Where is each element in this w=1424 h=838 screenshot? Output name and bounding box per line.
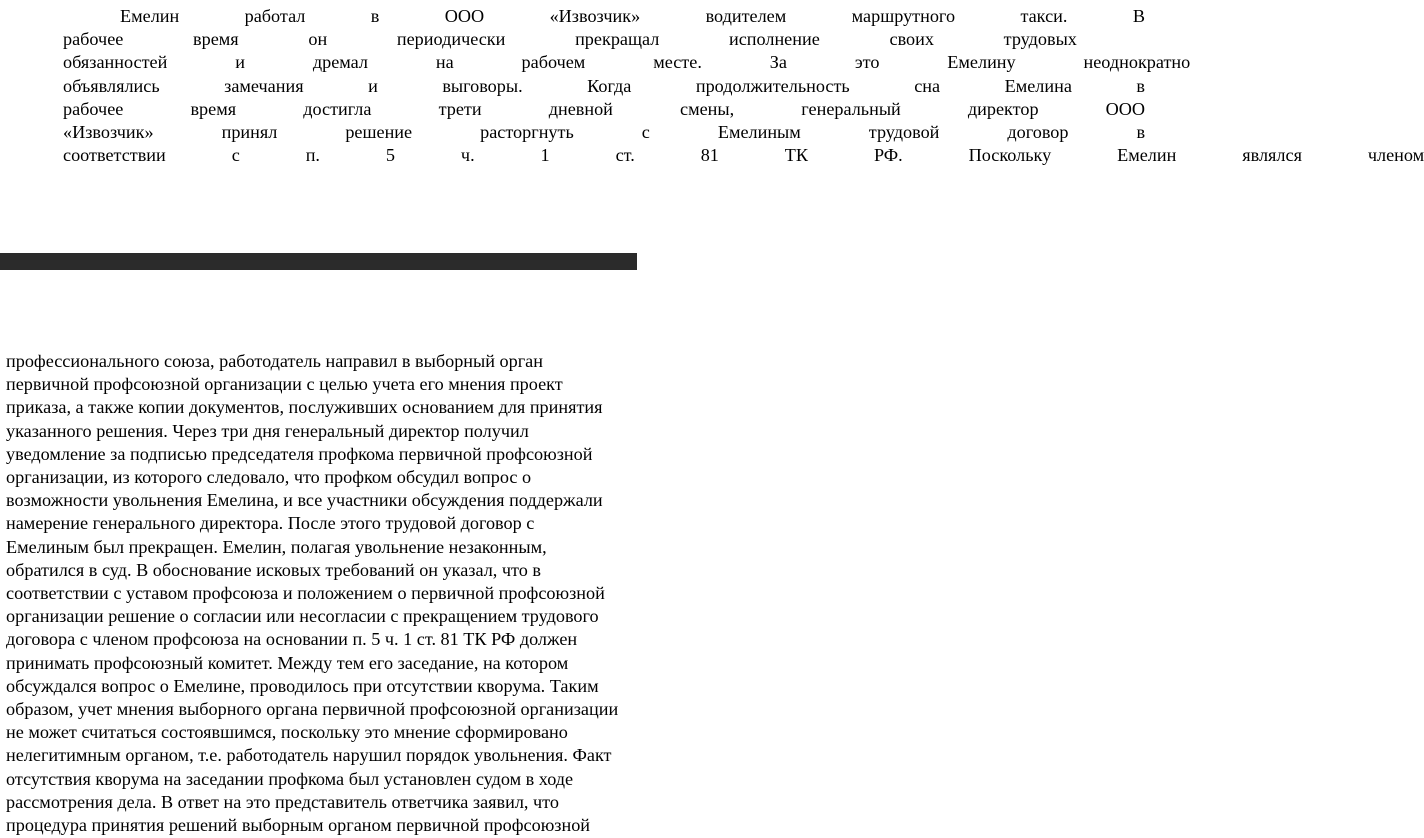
text-line: рабочее время достигла трети дневной смены, генеральный директор ООО (63, 98, 1146, 119)
text-line: не может считаться состоявшимся, поскольку это мнение сформировано (6, 722, 568, 743)
text-line: нелегитимным органом, т.е. работодатель нарушил порядок увольнения. Факт (6, 745, 612, 766)
text-line: соответствии с уставом профсоюза и положением о первичной профсоюзной (6, 583, 605, 604)
page-bottom-fragment (0, 270, 637, 838)
text-line: организации решение о согласии или несогласии с прекращением трудового (6, 606, 599, 627)
text-line: Емелин работал в ООО «Извозчик» водителем маршрутного такси. В (120, 6, 1145, 26)
text-line: организации, из которого следовало, что профком обсудил вопрос о (6, 467, 532, 488)
text-line: обратился в суд. В обоснование исковых требований он указал, что в (6, 559, 541, 580)
paragraph-case-start (6, 5, 1424, 167)
text-line: образом, учет мнения выборного органа первичной профсоюзной организации (6, 699, 619, 720)
text-line: отсутствия кворума на заседании профкома был установлен судом в ходе (6, 768, 574, 789)
text-line: профессионального союза, работодатель направил в выборный орган (6, 351, 543, 371)
text-line: уведомление за подписью председателя профкома первичной профсоюзной (6, 443, 593, 464)
text-line: рассмотрения дела. В ответ на это представитель ответчика заявил, что (6, 791, 559, 812)
text-line: «Извозчик» принял решение расторгнуть с Емелиным трудовой договор в (63, 122, 1146, 143)
text-line: возможности увольнения Емелина, и все участники обсуждения поддержали (6, 490, 603, 511)
text-line: процедура принятия решений выборным органом первичной профсоюзной (6, 815, 591, 836)
paragraph-case-continuation (6, 350, 632, 837)
text-line: объявлялись замечания и выговоры. Когда продолжительность сна Емелина в (63, 75, 1146, 96)
page-break-divider (0, 253, 637, 270)
text-line: первичной профсоюзной организации с целью учета его мнения проект (6, 374, 563, 395)
text-line: договора с членом профсоюза на основании п. 5 ч. 1 ст. 81 ТК РФ должен (6, 629, 578, 650)
text-line: приказа, а также копии документов, послуживших основанием для принятия (6, 397, 603, 418)
page-top-fragment (0, 0, 1424, 253)
text-line: намерение генерального директора. После этого трудовой договор с (6, 513, 535, 534)
text-line: Емелиным был прекращен. Емелин, полагая увольнение незаконным, (6, 536, 547, 557)
text-line: указанного решения. Через три дня генеральный директор получил (6, 420, 529, 441)
text-line: соответствии с п. 5 ч. 1 ст. 81 ТК РФ. Поскольку Емелин являлся членом (63, 145, 1424, 166)
text-line: рабочее время он периодически прекращал исполнение своих трудовых (63, 29, 1077, 50)
text-line: обсуждался вопрос о Емелине, проводилось при отсутствии кворума. Таким (6, 675, 599, 696)
text-line: принимать профсоюзный комитет. Между тем его заседание, на котором (6, 652, 569, 673)
text-line: обязанностей и дремал на рабочем месте. За это Емелину неоднократно (63, 52, 1191, 73)
